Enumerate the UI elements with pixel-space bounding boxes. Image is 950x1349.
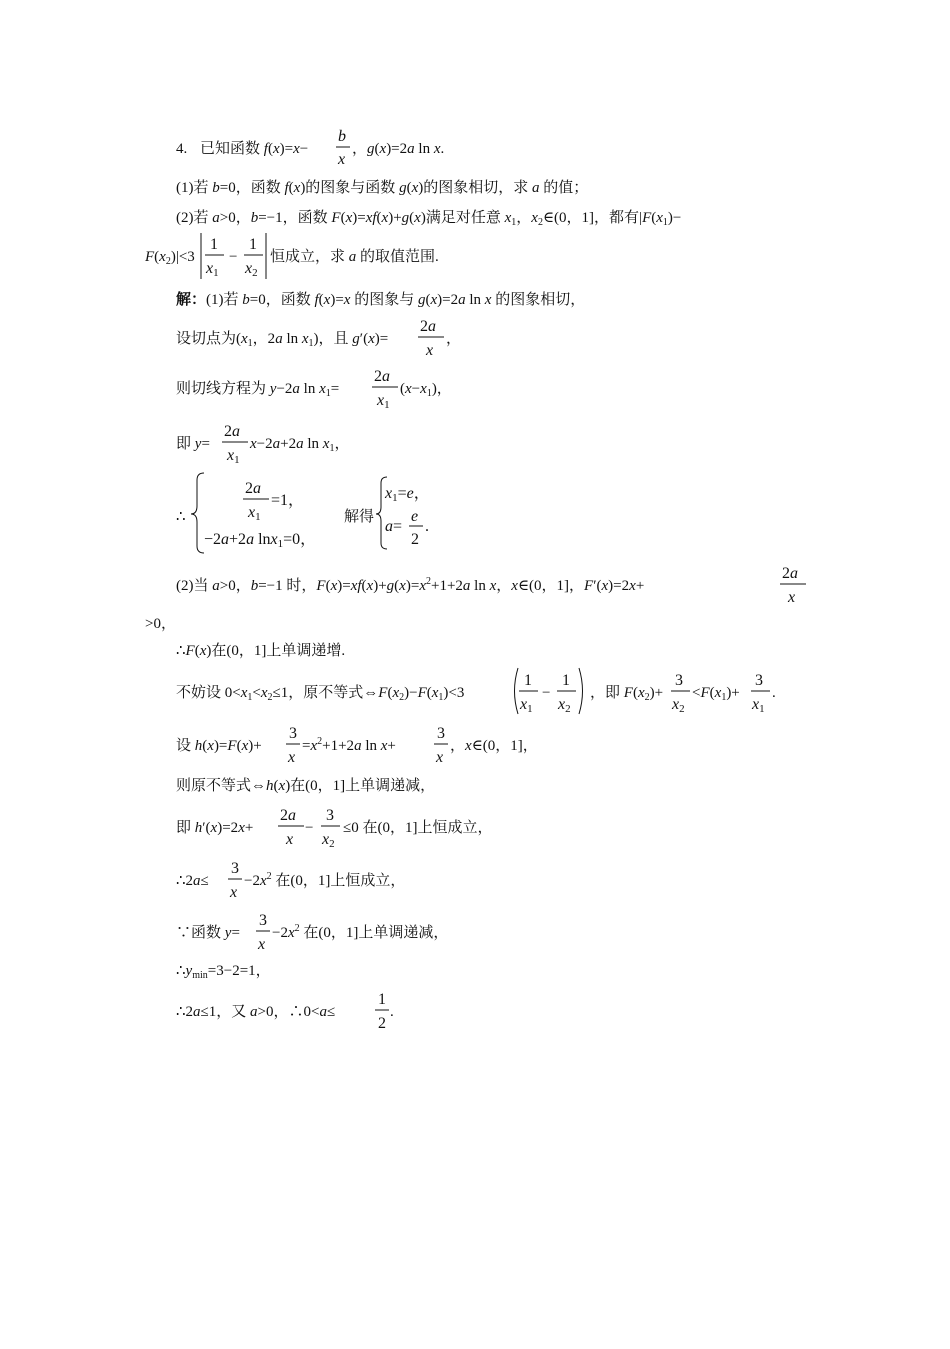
svg-text:x1: x1 — [377, 392, 390, 411]
solution-s9 — [176, 725, 538, 766]
svg-text:x: x — [436, 749, 444, 766]
svg-text:，即 F(x2)+: ，即 $F(x_2)+$ — [590, 685, 664, 703]
svg-text:2a: 2a — [420, 318, 436, 335]
svg-text:2a: 2a — [224, 423, 240, 440]
svg-text:即 h′(x)=2x+: 即 h′(x)=2x+ — [176, 820, 254, 836]
svg-text:<F(x1)+: $<F(x_1)+$ — [692, 685, 740, 703]
svg-text:x: x — [230, 884, 238, 901]
svg-text:1: 1 — [562, 672, 570, 689]
svg-text:x1: x1 — [248, 504, 261, 523]
svg-text:x1: x1 — [227, 447, 240, 466]
solution-s6 — [145, 565, 806, 632]
svg-text:恒成立，求 a 的取值范围.: 恒成立，求 a 的取值范围. — [270, 249, 439, 265]
solution-s14: $\therefore y_{min}=3-2=1$， — [176, 963, 271, 981]
svg-text:e: e — [411, 508, 419, 525]
svg-text:∴: ∴ — [176, 509, 186, 525]
svg-text:=1，: =1， — [271, 492, 305, 509]
svg-text:x: x — [426, 342, 434, 359]
svg-text:设切点为(x1，2a ln x1)，且 g′(x)=: 设切点为($x_1$，2a $\ln x_1$)，且 g′(x)= — [176, 331, 389, 349]
svg-text:∵函数 y=: ∵函数 y= — [176, 925, 240, 941]
svg-text:3: 3 — [231, 860, 239, 877]
solution-s4 — [176, 423, 349, 466]
svg-text:−2x2 在(0，1]上单调递减，: $-2x^2$ 在(0，1]上单调递减， — [272, 923, 449, 941]
svg-text:1: 1 — [210, 236, 218, 253]
solution-s3 — [176, 368, 452, 411]
solution-s1: 解：(1)若 b=0，函数 f(x)=x 的图象与 g(x)=2a ln x 的图象相切， — [176, 292, 586, 308]
svg-text:x1: x1 — [206, 260, 219, 279]
solution-s10: 则原不等式⇔h(x)在(0，1]上单调递减， — [176, 778, 436, 794]
problem-stem — [176, 128, 444, 168]
svg-text:−: − — [229, 249, 238, 265]
svg-text:x2: x2 — [558, 696, 571, 715]
svg-text:≤0 在(0，1]上恒成立，: ≤0 在(0，1]上恒成立， — [343, 820, 493, 836]
svg-text:(x−x1)，: $(x-x_1)$， — [400, 381, 452, 399]
svg-text:(2)当 a>0，b=−1 时，F(x)=xf(x)+g(x: (2)当 a>0，b=−1 时，$F(x)=xf(x)+g(x)=x^2+1+2a$ ln x，x∈(0，1]，F′(x)=2x+ — [176, 576, 645, 594]
svg-text:2a: 2a — [782, 565, 798, 582]
solution-s5-system — [176, 473, 430, 553]
svg-text:x2: x2 — [672, 696, 685, 715]
svg-text:x−2a+2a ln x1，: x−2a+2a $\ln x_1$， — [250, 436, 350, 454]
svg-text:=x2+1+2a ln x+: $=x^2+1+2a$ ln x+ — [302, 736, 396, 754]
svg-text:x1: x1 — [752, 696, 765, 715]
svg-text:3: 3 — [437, 725, 445, 742]
svg-text:2a: 2a — [374, 368, 390, 385]
svg-text:，g(x)=2a ln x.: ，g(x)=2a ln x. — [352, 141, 445, 157]
svg-text:x: x — [338, 151, 346, 168]
svg-text:a=: a= — [385, 518, 403, 535]
svg-text:1: 1 — [378, 991, 386, 1008]
svg-text:>0，: >0， — [145, 616, 176, 632]
solution-s12 — [176, 860, 405, 901]
svg-text:.: . — [390, 1004, 394, 1020]
svg-text:，x∈(0，1]，: ，x∈(0，1]， — [450, 738, 538, 754]
svg-text:则切线方程为 y−2a ln x1=: 则切线方程为 y−2a $\ln x_1=$ — [176, 381, 340, 399]
svg-text:−: − — [305, 820, 314, 836]
svg-text:3: 3 — [675, 672, 683, 689]
svg-text:x: x — [288, 749, 296, 766]
solution-s8 — [176, 668, 776, 715]
svg-text:F(x2)|<3: $F(x_2)|<3$ — [145, 249, 195, 267]
solution-s11 — [176, 807, 492, 850]
svg-text:.: . — [772, 685, 776, 701]
svg-text:4.: 4. — [176, 141, 188, 157]
svg-text:−: − — [542, 685, 551, 701]
svg-text:−2a+2a lnx1=0，: −2a+2a lnx1=0， — [204, 531, 317, 550]
svg-text:已知函数 f(x)=x−: 已知函数 f(x)=x− — [200, 141, 309, 157]
svg-text:x2: x2 — [322, 831, 335, 850]
svg-text:3: 3 — [326, 807, 334, 824]
problem-part2-line1: (2)若 a>0，b=−1，函数 F(x)=xf(x)+g(x)满足对任意 $x_1$，$x_2\in(0$，1]，都有$|F(x_1)-$ — [176, 210, 682, 228]
problem-part2-line2 — [144, 233, 439, 279]
svg-text:.: . — [425, 518, 429, 535]
solution-s7: ∴F(x)在(0，1]上单调递增. — [176, 643, 346, 659]
svg-text:x1: x1 — [520, 696, 533, 715]
svg-text:2a: 2a — [245, 480, 261, 497]
svg-text:，: ， — [446, 331, 462, 347]
svg-text:−2x2 在(0，1]上恒成立，: $-2x^2$ 在(0，1]上恒成立， — [244, 871, 406, 889]
svg-text:∴2a≤1，又 a>0，∴0<a≤: ∴2a≤1，又 a>0，∴0<a≤ — [176, 1004, 336, 1020]
svg-text:x: x — [788, 589, 796, 606]
svg-text:2: 2 — [411, 531, 419, 548]
svg-text:设 h(x)=F(x)+: 设 h(x)=F(x)+ — [176, 738, 262, 754]
svg-text:∴2a≤: ∴2a≤ — [176, 873, 209, 889]
solution-s15 — [176, 991, 394, 1032]
svg-text:即 y=: 即 y= — [176, 436, 210, 452]
solution-s2 — [176, 318, 461, 359]
svg-text:x2: x2 — [245, 260, 258, 279]
svg-text:x: x — [258, 936, 266, 953]
solution-s13 — [176, 912, 448, 953]
svg-text:b: b — [338, 128, 346, 145]
svg-text:2a: 2a — [280, 807, 296, 824]
svg-text:x: x — [286, 831, 294, 848]
svg-text:3: 3 — [755, 672, 763, 689]
svg-text:x1=e，: x1=e， — [385, 485, 430, 504]
svg-text:3: 3 — [289, 725, 297, 742]
svg-text:1: 1 — [249, 236, 257, 253]
svg-text:解得: 解得 — [344, 509, 375, 525]
problem-part1: (1)若 b=0，函数 f(x)的图象与函数 g(x)的图象相切，求 a 的值； — [176, 180, 589, 196]
svg-text:3: 3 — [259, 912, 267, 929]
svg-text:2: 2 — [378, 1015, 386, 1032]
svg-text:1: 1 — [524, 672, 532, 689]
svg-text:不妨设 0<x1<x2≤1，原不等式⇔F(x2)−F(x1): 不妨设 $0<x_1<x_2\le 1$，原不等式$\Leftrightarrow F(x_2)-F(x_1)<3$ — [176, 685, 465, 703]
